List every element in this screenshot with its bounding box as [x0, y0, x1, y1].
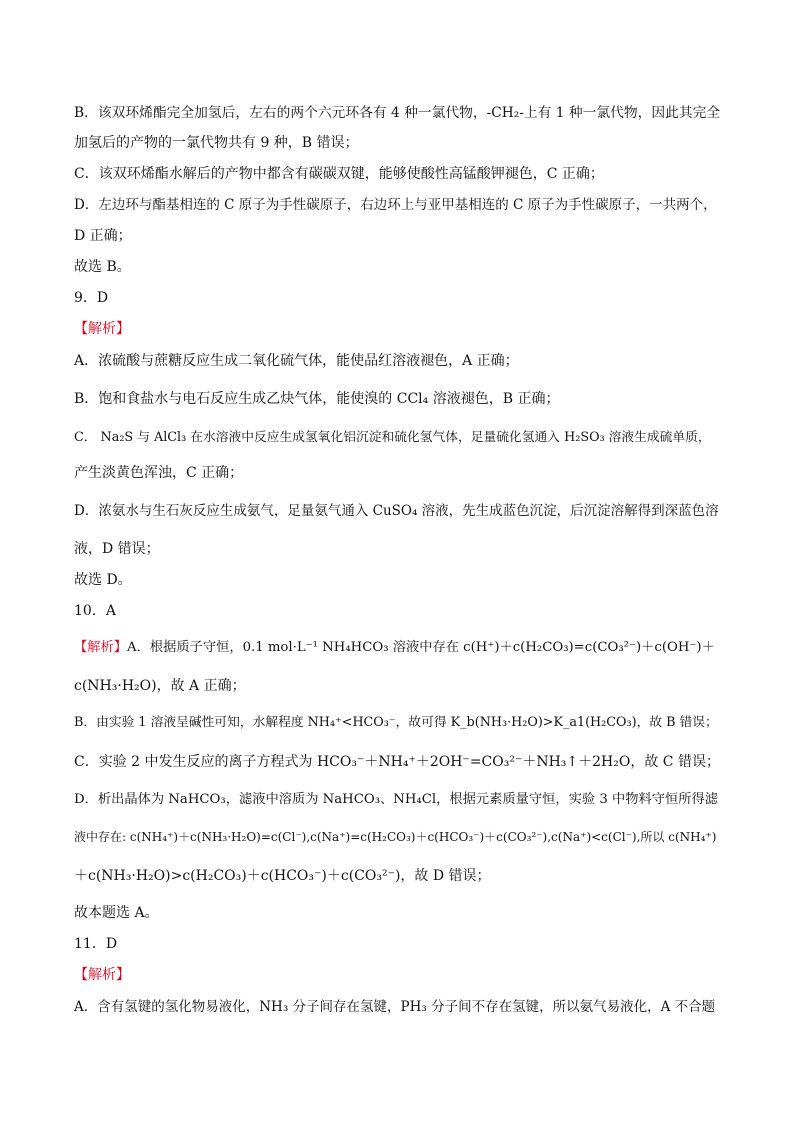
analysis-label: 【解析】 — [74, 967, 130, 983]
text-line: C． Na₂S 与 AlCl₃ 在水溶液中反应生成氢氧化铝沉淀和硫化氢气体，足量硫化氢通入 H₂SO₃ 溶液生成硫单质， — [74, 430, 711, 445]
analysis-label: 【解析】 — [74, 640, 128, 655]
text-line: 液，D 错误； — [74, 541, 160, 557]
text-line: c(NH₃·H₂O)，故 A 正确； — [74, 678, 246, 694]
text-line: ＋c(NH₃·H₂O)>c(H₂CO₃)＋c(HCO₃⁻)＋c(CO₃²⁻)，故 D 错误； — [74, 868, 491, 884]
text-line: A．浓硫酸与蔗糖反应生成二氧化硫气体，能使品红溶液褪色，A 正确； — [74, 353, 519, 369]
text-line — [74, 639, 722, 657]
text-line: 故选 B。 — [74, 259, 131, 275]
text-line: B．该双环烯酯完全加氢后，左右的两个六元环各有 4 种一氯代物，-CH₂-上有 1 种一氯代物，因此其完全 — [74, 105, 721, 121]
question-number: 10．A — [74, 603, 116, 619]
text-line: D．左边环与酯基相连的 C 原子为手性碳原子，右边环上与亚甲基相连的 C 原子为手性碳原子，一共两个， — [74, 197, 717, 213]
text-line: 产生淡黄色浑浊，C 正确； — [74, 465, 244, 481]
question-number: 9．D — [74, 290, 109, 306]
text-line: 故本题选 A。 — [74, 905, 159, 921]
text-line: 液中存在: c(NH₄⁺)＋c(NH₃·H₂O)=c(Cl⁻),c(Na⁺)=c(H₂CO₃)＋c(HCO₃⁻)＋c(CO₃²⁻),c(Na⁺)<c(Cl⁻),所以 c(NH₄⁺) — [74, 830, 717, 844]
analysis-label: 【解析】 — [74, 321, 130, 337]
text-line: C．该双环烯酯水解后的产物中都含有碳碳双键，能够使酸性高锰酸钾褪色，C 正确； — [74, 166, 604, 182]
text-line: 加氢后的产物的一氯代物共有 9 种，B 错误； — [74, 135, 359, 151]
question-number: 11．D — [74, 936, 118, 952]
text-line: A．含有氢键的氢化物易液化，NH₃ 分子间存在氢键，PH₃ 分子间不存在氢键，所以氨气易液化，A 不合题 — [74, 999, 716, 1015]
text-line: C．实验 2 中发生反应的离子方程式为 HCO₃⁻＋NH₄⁺＋2OH⁻=CO₃²⁻＋NH₃↑＋2H₂O，故 C 错误； — [74, 754, 720, 770]
text-line: 故选 D。 — [74, 572, 132, 588]
text-line: D 正确； — [74, 228, 132, 244]
text-line: D．浓氨水与生石灰反应生成氨气，足量氨气通入 CuSO₄ 溶液，先生成蓝色沉淀，后沉淀溶解得到深蓝色溶 — [74, 503, 719, 519]
text-line: B．饱和食盐水与电石反应生成乙炔气体，能使溴的 CCl₄ 溶液褪色，B 正确； — [74, 391, 560, 407]
text-line: B．由实验 1 溶液呈碱性可知，水解程度 NH₄⁺<HCO₃⁻，故可得 K_b(NH₃·H₂O)>K_a1(H₂CO₃)，故 B 错误； — [74, 715, 718, 730]
line-content: A．根据质子守恒，0.1 mol·L⁻¹ NH₄HCO₃ 溶液中存在 c(H⁺)＋c(H₂CO₃)=c(CO₃²⁻)＋c(OH⁻)＋ — [127, 640, 715, 655]
text-line: D．析出晶体为 NaHCO₃，滤液中溶质为 NaHCO₃、NH₄Cl，根据元素质量守恒，实验 3 中物料守恒所得滤 — [74, 792, 718, 807]
